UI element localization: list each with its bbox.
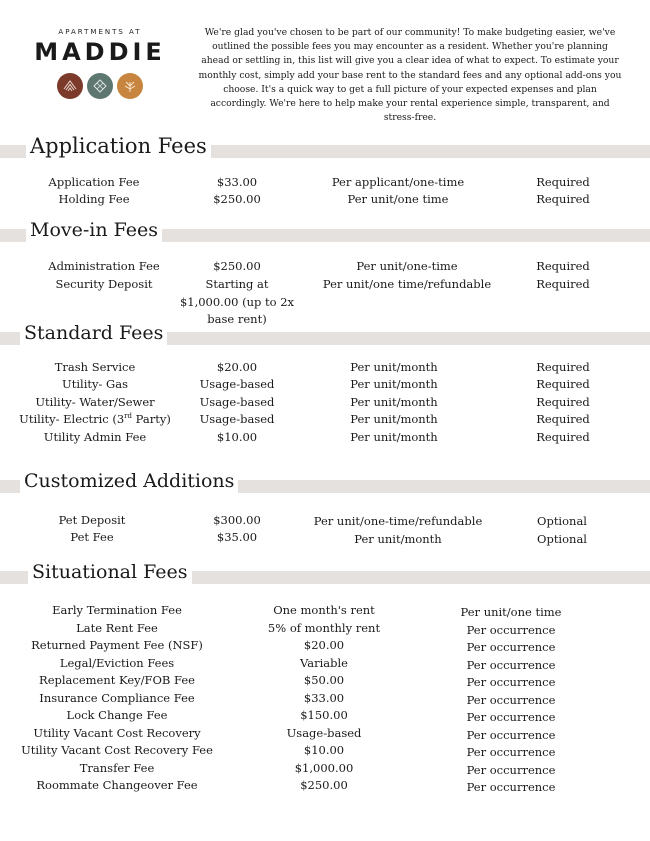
section-title-movein: Move-in Fees (26, 218, 162, 242)
fee-status: Required (536, 175, 590, 189)
fee-frequency: Per unit/month (350, 377, 438, 391)
fee-frequency: Per unit/month (350, 412, 438, 426)
fee-frequency: Per occurrence (466, 780, 556, 794)
fee-frequency: Per unit/month (350, 360, 438, 374)
fee-frequency: Per occurrence (466, 675, 556, 689)
fee-name: Roommate Changeover Fee (36, 778, 198, 792)
fee-name: Insurance Compliance Fee (39, 691, 195, 705)
fee-name: Application Fee (48, 175, 140, 189)
fee-frequency: Per applicant/one-time (331, 175, 465, 189)
fee-frequency: Per unit/month (350, 395, 438, 409)
brand-logo (30, 28, 170, 99)
fee-amount: $250.00 (213, 259, 261, 273)
fee-name: Early Termination Fee (52, 603, 182, 617)
fee-amount: $33.00 (303, 691, 345, 705)
fee-amount: $20.00 (303, 638, 345, 652)
logo-emblems (30, 73, 170, 99)
fee-amount: $35.00 (216, 530, 258, 544)
fee-amount: $250.00 (300, 778, 348, 792)
fee-frequency: Per occurrence (466, 640, 556, 654)
fee-frequency: Per occurrence (466, 623, 556, 637)
fee-status: Required (536, 360, 590, 374)
fee-amount: $150.00 (300, 708, 348, 722)
logo-tagline: APARTMENTS AT (58, 28, 142, 36)
fee-amount: $20.00 (216, 360, 258, 374)
fee-name: Utility- Gas (62, 377, 128, 391)
fee-name: Lock Change Fee (66, 708, 168, 722)
fee-name: Pet Deposit (58, 513, 126, 527)
fee-name: Utility Vacant Cost Recovery (33, 726, 201, 740)
fee-name: Utility Vacant Cost Recovery Fee (21, 743, 213, 757)
fee-frequency: Per occurrence (466, 728, 556, 742)
section-title-situational: Situational Fees (28, 560, 192, 584)
intro-paragraph: We're glad you've chosen to be part of our community! To make budgeting easier, we've outlined the possible fees you may encounter as a resident. Whether you're planning ahead or settling in, this list will give you a clear idea of what to expect. To estimate your monthly cost, simply add your base rent to the standard fees and any optional add-ons you choose. It's a quick way to get a full picture of your expected expenses and plan accordingly. We're here to help make your rental experience simple, transparent, and stress-free. (198, 27, 622, 124)
fee-amount: Usage-based (199, 395, 275, 409)
fee-status: Required (536, 430, 590, 444)
section-title-custom: Customized Additions (20, 469, 238, 493)
fee-frequency: Per unit/month (354, 532, 442, 546)
fee-amount: Starting at $1,000.00 (up to 2x base rent) (179, 277, 295, 326)
fee-amount: Usage-based (199, 377, 275, 391)
fee-status: Optional (537, 532, 587, 546)
fee-frequency: Per unit/one time/refundable (322, 277, 492, 291)
fee-status: Required (536, 395, 590, 409)
fee-name: Trash Service (54, 360, 136, 374)
fee-name: Transfer Fee (79, 761, 155, 775)
fee-name: Late Rent Fee (76, 621, 158, 635)
fee-name: Pet Fee (70, 530, 114, 544)
fee-frequency: Per unit/one time (347, 192, 449, 206)
fee-amount: Usage-based (286, 726, 362, 740)
grid-emblem-icon (87, 73, 113, 99)
fee-frequency: Per unit/one-time (356, 259, 458, 273)
fee-name-superscript: rd (124, 412, 133, 421)
fee-status: Required (536, 412, 590, 426)
fee-name: Returned Payment Fee (NSF) (31, 638, 203, 652)
fee-amount: $50.00 (303, 673, 345, 687)
fee-name: Holding Fee (58, 192, 130, 206)
fee-amount: Variable (300, 656, 348, 670)
fee-name: Legal/Eviction Fees (59, 656, 175, 670)
fee-status: Optional (537, 514, 587, 528)
fee-status: Required (536, 259, 590, 273)
fee-frequency: Per unit/month (350, 430, 438, 444)
fee-frequency: Per occurrence (466, 763, 556, 777)
fee-frequency: Per occurrence (466, 658, 556, 672)
fee-frequency: Per unit/one-time/refundable (313, 514, 483, 528)
fee-amount: $1,000.00 (294, 761, 354, 775)
fee-name-prefix: Utility- Electric (3 (19, 412, 125, 426)
fee-name-suffix: Party) (132, 412, 171, 426)
fee-status: Required (536, 277, 590, 291)
fee-frequency: Per unit/one time (460, 605, 562, 619)
stripes-emblem-icon (57, 73, 83, 99)
fee-name: Administration Fee (48, 259, 160, 273)
fee-status: Required (536, 377, 590, 391)
fee-name: Utility Admin Fee (43, 430, 147, 444)
fee-name: Replacement Key/FOB Fee (39, 673, 195, 687)
fee-frequency: Per occurrence (466, 710, 556, 724)
logo-name: MADDIE (34, 38, 166, 66)
fee-amount: Usage-based (199, 412, 275, 426)
fee-amount: $33.00 (216, 175, 258, 189)
fee-frequency: Per occurrence (466, 693, 556, 707)
fee-status: Required (536, 192, 590, 206)
fee-amount: $300.00 (213, 513, 261, 527)
fee-amount: $10.00 (216, 430, 258, 444)
fee-name (19, 411, 171, 429)
section-title-standard: Standard Fees (20, 321, 167, 345)
section-title-application: Application Fees (26, 134, 211, 158)
fee-amount: One month's rent (273, 603, 375, 617)
fee-amount: 5% of monthly rent (267, 621, 381, 635)
fee-amount: $10.00 (303, 743, 345, 757)
fee-name: Security Deposit (55, 277, 153, 291)
leaf-emblem-icon (117, 73, 143, 99)
fee-name: Utility- Water/Sewer (35, 395, 155, 409)
fee-frequency: Per occurrence (466, 745, 556, 759)
fee-amount: $250.00 (213, 192, 261, 206)
